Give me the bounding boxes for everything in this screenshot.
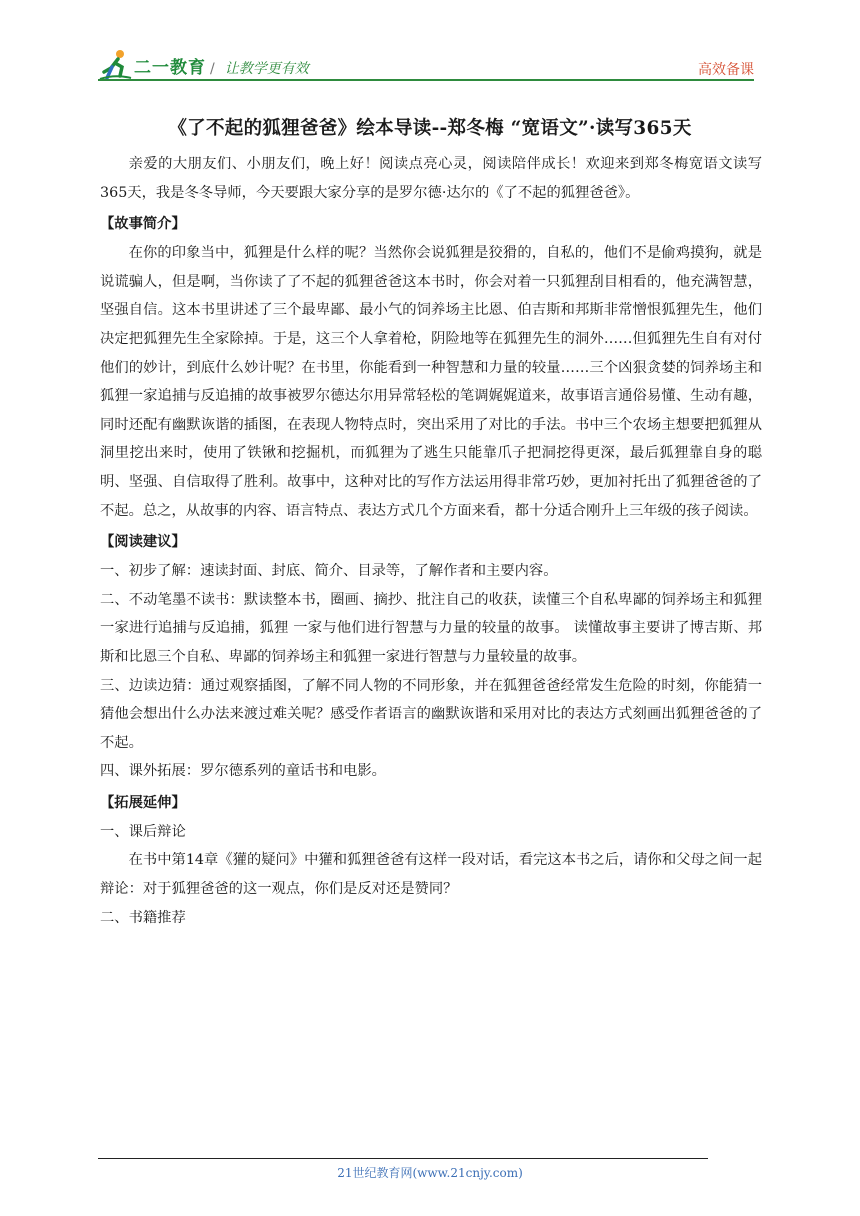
document-title: 《了不起的狐狸爸爸》绘本导读--郑冬梅 “宽语文”·读写365天 — [168, 118, 692, 139]
advice-item: 三、边读边猜：通过观察插图，了解不同人物的不同形象，并在狐狸爸爸经常发生危险的时刻，你能猜一猜他会想出什么办法来渡过难关呢？感受作者语言的幽默诙谐和采用对比的表达方式刻画出狐狸爸爸的了不起。 — [100, 677, 762, 751]
header-slogan — [210, 58, 309, 78]
debate-paragraph: 在书中第14章《獾的疑问》中獾和狐狸爸爸有这样一段对话，看完这本书之后，请你和父母之间一起辩论：对于狐狸爸爸的这一观点，你们是反对还是赞同？ — [100, 852, 762, 898]
advice-item: 二、不动笔墨不读书：默读整本书，圈画、摘抄、批注自己的收获，读懂三个自私卑鄙的饲养场主和狐狸一家进行追捕与反追捕，狐狸 一家与他们进行智慧与力量的较量的故事。 读懂故事主要讲了博吉斯、邦斯和比恩三个自私、卑鄙的饲养场主和狐狸一家进行智慧与力量较量的故事。 — [100, 591, 762, 665]
footer-link[interactable]: 21世纪教育网(www.21cnjy.com) — [337, 1166, 523, 1180]
brand-logo[interactable] — [98, 48, 206, 82]
extension-subheading-books: 二、书籍推荐 — [100, 909, 186, 926]
footer-divider — [98, 1158, 708, 1159]
extension-subheading-debate: 一、课后辩论 — [100, 823, 186, 840]
section-heading-advice: 【阅读建议】 — [100, 534, 186, 551]
intro-paragraph: 亲爱的大朋友们、小朋友们，晚上好！阅读点亮心灵，阅读陪伴成长！欢迎来到郑冬梅宽语文读写365天，我是冬冬导师，今天要跟大家分享的是罗尔德·达尔的《了不起的狐狸爸爸》。 — [100, 156, 762, 201]
runner-logo-icon — [98, 48, 132, 82]
header-tag: 高效备课 — [698, 62, 754, 78]
summary-paragraph: 在你的印象当中，狐狸是什么样的呢？当然你会说狐狸是狡猾的，自私的，他们不是偷鸡摸狗，就是说谎骗人，但是啊，当你读了了不起的狐狸爸爸这本书时，你会对着一只狐狸刮目相看的，他充满智慧，坚强自信。这本书里讲述了三个最卑鄙、最小气的饲养场主比恩、伯吉斯和邦斯非常憎恨狐狸先生，他们决定把狐狸先生全家除掉。于是，这三个人拿着枪，阴险地等在狐狸先生的洞外……但狐狸先生自有对付他们的妙计，到底什么妙计呢？在书里，你能看到一种智慧和力量的较量……三个凶狠贪婪的饲养场主和狐狸一家追捕与反追捕的故事被罗尔德达尔用异常轻松的笔调娓娓道来，故事语言通俗易懂、生动有趣，同时还配有幽默诙谐的插图，在表现人物特点时，突出采用了对比的手法。书中三个农场主想要把狐狸从洞里挖出来时，使用了铁锹和挖掘机，而狐狸为了逃生只能靠爪子把洞挖得更深，最后狐狸靠自身的聪明、坚强、自信取得了胜利。故事中，这种对比的写作方法运用得非常巧妙，更加衬托出了狐狸爸爸的了不起。总之，从故事的内容、语言特点、表达方式几个方面来看，都十分适合刚升上三年级的孩子阅读。 — [100, 245, 762, 519]
advice-item: 四、课外拓展：罗尔德系列的童话书和电影。 — [100, 763, 386, 780]
slogan-text: 让教学更有效 — [224, 61, 309, 77]
section-heading-extension: 【拓展延伸】 — [100, 794, 186, 811]
section-heading-summary: 【故事简介】 — [100, 216, 186, 233]
document-body — [100, 150, 762, 932]
page-header — [98, 46, 754, 84]
logo-text: 二一教育 — [134, 57, 206, 78]
header-divider — [98, 79, 754, 81]
advice-item: 一、初步了解：速读封面、封底、简介、目录等，了解作者和主要内容。 — [100, 563, 558, 580]
slogan-separator: / — [210, 61, 215, 77]
